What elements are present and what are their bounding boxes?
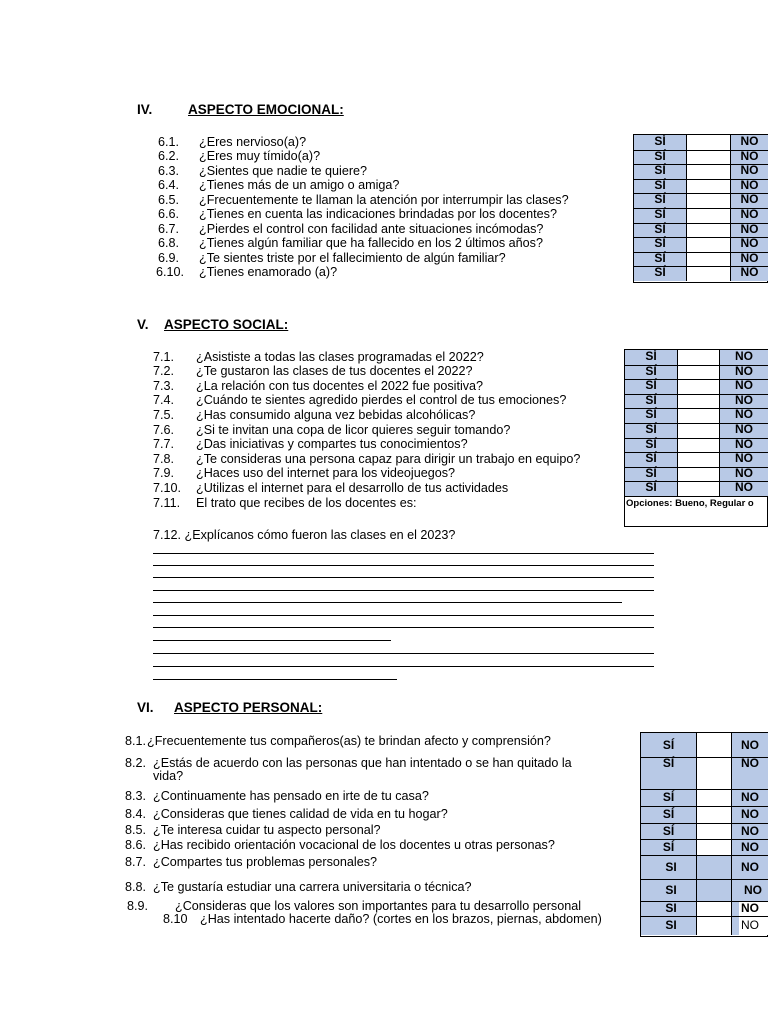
question-number: 7.8. xyxy=(153,452,175,466)
yes-option[interactable]: SÍ xyxy=(645,451,657,466)
yes-option[interactable]: SÍ xyxy=(654,236,666,251)
no-option[interactable]: NO xyxy=(740,192,759,207)
question-number: 7.1. xyxy=(153,350,175,364)
answer-line[interactable] xyxy=(153,679,397,680)
yes-option[interactable]: SÍ xyxy=(645,349,657,363)
question-number: 6.5. xyxy=(158,193,180,207)
no-option[interactable]: NO xyxy=(740,148,759,163)
question-number: 6.4. xyxy=(158,178,180,192)
question-text: ¿Frecuentemente tus compañeros(as) te brindan afecto y comprensión? xyxy=(147,734,551,748)
section-iv-number: IV. xyxy=(137,102,153,117)
no-option[interactable]: NO xyxy=(735,451,753,466)
no-option[interactable]: NO xyxy=(740,236,759,251)
answer-line[interactable] xyxy=(153,666,654,667)
no-option[interactable]: NO xyxy=(741,840,759,854)
yes-option[interactable]: SÍ xyxy=(645,422,657,436)
row-divider xyxy=(641,789,768,790)
col-divider xyxy=(677,350,678,496)
section-vi-title: ASPECTO PERSONAL: xyxy=(174,700,323,715)
col-divider xyxy=(686,135,687,281)
no-option[interactable]: NO xyxy=(740,265,759,280)
question-text: ¿Has intentado hacerte daño? (cortes en los brazos, piernas, abdomen) xyxy=(200,912,602,926)
no-option[interactable]: NO xyxy=(735,422,753,436)
question-text: ¿Utilizas el internet para el desarrollo de tus actividades xyxy=(196,481,509,495)
yes-option[interactable]: SI xyxy=(665,918,677,932)
yes-option[interactable]: SI xyxy=(665,883,677,897)
col-divider xyxy=(730,135,731,281)
question-text: ¿Asististe a todas las clases programadas el 2022? xyxy=(196,350,484,364)
section-v-title: ASPECTO SOCIAL: xyxy=(164,317,289,332)
row-divider xyxy=(634,223,768,224)
options-label: Opciones: Bueno, Regular o xyxy=(626,498,754,509)
no-option[interactable]: NO xyxy=(740,250,759,265)
yes-option[interactable]: SÍ xyxy=(662,790,675,804)
col-divider xyxy=(696,733,697,935)
answer-column-shaded xyxy=(696,855,731,901)
row-divider xyxy=(634,208,768,209)
col-divider xyxy=(719,350,720,496)
row-divider xyxy=(641,839,768,840)
question-text-continued: vida? xyxy=(153,769,184,783)
question-number: 7.3. xyxy=(153,379,175,393)
yes-option[interactable]: SÍ xyxy=(654,148,666,163)
question-number: 7.2. xyxy=(153,364,175,378)
section-iv-title: ASPECTO EMOCIONAL: xyxy=(188,102,344,117)
yes-option[interactable]: SÍ xyxy=(645,392,657,407)
question-text: ¿Tienes más de un amigo o amiga? xyxy=(199,178,400,192)
question-text: ¿Compartes tus problemas personales? xyxy=(153,855,377,869)
section-vi-number: VI. xyxy=(137,700,154,715)
question-number: 7.10. xyxy=(153,481,182,495)
no-option[interactable]: NO xyxy=(741,918,759,932)
yes-option[interactable]: SÍ xyxy=(662,840,675,854)
social-answer-grid xyxy=(624,349,768,527)
no-option[interactable]: NO xyxy=(735,480,753,495)
no-option[interactable]: NO xyxy=(740,177,759,192)
row-divider xyxy=(641,916,768,917)
yes-option[interactable]: SÍ xyxy=(654,250,666,265)
question-text: ¿Te gustaría estudiar una carrera universitaria o técnica? xyxy=(153,880,472,894)
question-text: ¿Has consumido alguna vez bebidas alcohólicas? xyxy=(196,408,476,422)
no-option[interactable]: NO xyxy=(741,807,759,821)
yes-option[interactable]: SÍ xyxy=(654,177,666,192)
question-text: ¿Eres muy tímido(a)? xyxy=(199,149,321,163)
yes-option[interactable]: SI xyxy=(665,901,677,915)
no-option[interactable]: NO xyxy=(735,363,753,378)
answer-line[interactable] xyxy=(153,627,654,628)
yes-option[interactable]: SÍ xyxy=(662,756,675,770)
answer-line[interactable] xyxy=(153,565,654,566)
no-option[interactable]: NO xyxy=(740,134,759,148)
yes-option[interactable]: SÍ xyxy=(654,265,666,280)
question-number: 8.4. xyxy=(125,807,147,821)
question-number: 6.10. xyxy=(156,265,185,279)
yes-option[interactable]: SÍ xyxy=(645,436,657,451)
yes-option[interactable]: SÍ xyxy=(645,378,657,393)
no-option[interactable]: NO xyxy=(741,790,759,804)
question-text: ¿Has recibido orientación vocacional de los docentes u otras personas? xyxy=(153,838,555,852)
row-divider xyxy=(634,193,768,194)
question-text: ¿Tienes en cuenta las indicaciones brindadas por los docentes? xyxy=(199,207,557,221)
question-number: 7.4. xyxy=(153,393,175,407)
answer-line[interactable] xyxy=(153,602,622,603)
question-number: 7.5. xyxy=(153,408,175,422)
row-divider xyxy=(641,901,768,902)
answer-column xyxy=(696,733,731,935)
question-number: 6.2. xyxy=(158,149,180,163)
question-text: ¿Estás de acuerdo con las personas que han intentado o se han quitado la xyxy=(153,756,572,770)
question-number: 6.7. xyxy=(158,222,180,236)
no-option[interactable]: NO xyxy=(735,436,753,451)
question-7-12: 7.12. ¿Explícanos cómo fueron las clases en el 2023? xyxy=(153,528,456,542)
row-divider xyxy=(641,879,768,880)
no-option[interactable]: NO xyxy=(741,901,759,915)
no-option[interactable]: NO xyxy=(740,163,759,178)
row-divider xyxy=(634,150,768,151)
no-option[interactable]: NO xyxy=(740,221,759,236)
question-text: ¿Te interesa cuidar tu aspecto personal? xyxy=(153,823,381,837)
yes-option[interactable]: SÍ xyxy=(654,163,666,178)
no-option[interactable]: NO xyxy=(741,860,759,874)
question-number: 8.3. xyxy=(125,789,147,803)
yes-option[interactable]: SÍ xyxy=(645,407,657,422)
question-text: ¿Pierdes el control con facilidad ante situaciones incómodas? xyxy=(199,222,544,236)
question-text: ¿Haces uso del internet para los videojuegos? xyxy=(196,466,456,480)
question-text: ¿Consideras que tienes calidad de vida en tu hogar? xyxy=(153,807,448,821)
no-option[interactable]: NO xyxy=(735,407,753,422)
question-number: 7.7. xyxy=(153,437,175,451)
answer-line[interactable] xyxy=(153,640,391,641)
yes-option[interactable]: SÍ xyxy=(645,363,657,378)
row-divider xyxy=(634,237,768,238)
question-number: 6.3. xyxy=(158,164,180,178)
col-divider xyxy=(731,733,732,935)
question-number: 6.1. xyxy=(158,135,180,149)
answer-line[interactable] xyxy=(153,553,654,554)
answer-line[interactable] xyxy=(153,590,654,591)
question-text: ¿Te sientes triste por el fallecimiento de algún familiar? xyxy=(199,251,506,265)
question-number: 8.7. xyxy=(125,855,147,869)
section-v-number: V. xyxy=(137,317,149,332)
question-number: 8.2. xyxy=(125,756,147,770)
personal-answer-grid xyxy=(640,732,768,937)
question-text: ¿Frecuentemente te llaman la atención por interrumpir las clases? xyxy=(199,193,569,207)
question-text: ¿Das iniciativas y compartes tus conocimientos? xyxy=(196,437,468,451)
emotional-answer-grid xyxy=(633,134,768,283)
yes-option[interactable]: SÍ xyxy=(645,465,657,480)
answer-line[interactable] xyxy=(153,653,654,654)
question-text: ¿La relación con tus docentes el 2022 fue positiva? xyxy=(196,379,484,393)
yes-option[interactable]: SÍ xyxy=(654,221,666,236)
yes-option[interactable]: SÍ xyxy=(654,207,666,221)
row-divider xyxy=(634,179,768,180)
no-option[interactable]: NO xyxy=(735,465,753,480)
question-number: 6.9. xyxy=(158,251,180,265)
question-number: 8.6. xyxy=(125,838,147,852)
question-number: 6.8. xyxy=(158,236,180,250)
question-number: 8.1. xyxy=(125,734,147,748)
yes-option[interactable]: SI xyxy=(665,860,677,874)
row-divider xyxy=(634,164,768,165)
question-text: ¿Tienes algún familiar que ha fallecido en los 2 últimos años? xyxy=(199,236,543,250)
question-number: 7.6. xyxy=(153,423,175,437)
question-number: 8.10 xyxy=(163,912,188,926)
question-text: ¿Consideras que los valores son importantes para tu desarrollo personal xyxy=(175,899,582,913)
yes-option[interactable]: SÍ xyxy=(662,824,675,838)
row-divider xyxy=(634,266,768,267)
question-number: 8.9. xyxy=(127,899,149,913)
no-option[interactable]: NO xyxy=(741,738,759,752)
question-text: ¿Sientes que nadie te quiere? xyxy=(199,164,368,178)
question-text: El trato que recibes de los docentes es: xyxy=(196,496,417,510)
yes-option[interactable]: SÍ xyxy=(654,134,666,148)
question-number: 7.11. xyxy=(153,496,181,510)
yes-option[interactable]: SÍ xyxy=(662,807,675,821)
question-text: ¿Eres nervioso(a)? xyxy=(199,135,307,149)
question-text: ¿Tienes enamorado (a)? xyxy=(199,265,338,279)
no-option[interactable]: NO xyxy=(740,207,759,221)
row-divider xyxy=(641,757,768,758)
no-option[interactable]: NO xyxy=(735,392,753,407)
yes-option[interactable]: SÍ xyxy=(645,480,657,495)
question-text: ¿Te consideras una persona capaz para dirigir un trabajo en equipo? xyxy=(196,452,581,466)
row-divider xyxy=(634,252,768,253)
answer-line[interactable] xyxy=(153,577,654,578)
question-text: ¿Te gustaron las clases de tus docentes el 2022? xyxy=(196,364,473,378)
no-option[interactable]: NO xyxy=(741,756,759,770)
no-option[interactable]: NO xyxy=(741,824,759,838)
no-option[interactable]: NO xyxy=(735,349,753,363)
yes-option[interactable]: SÍ xyxy=(662,738,675,752)
row-divider xyxy=(641,823,768,824)
question-text: ¿Si te invitan una copa de licor quieres seguir tomando? xyxy=(196,423,511,437)
no-option[interactable]: NO xyxy=(744,883,762,897)
question-number: 6.6. xyxy=(158,207,180,221)
question-number: 8.8. xyxy=(125,880,147,894)
question-text: ¿Cuándo te sientes agredido pierdes el control de tus emociones? xyxy=(196,393,567,407)
question-text: ¿Continuamente has pensado en irte de tu casa? xyxy=(153,789,429,803)
yes-option[interactable]: SÍ xyxy=(654,192,666,207)
answer-line[interactable] xyxy=(153,615,654,616)
question-number: 7.9. xyxy=(153,466,175,480)
question-number: 8.5. xyxy=(125,823,147,837)
row-divider xyxy=(641,806,768,807)
row-divider xyxy=(641,855,768,856)
no-option[interactable]: NO xyxy=(735,378,753,393)
